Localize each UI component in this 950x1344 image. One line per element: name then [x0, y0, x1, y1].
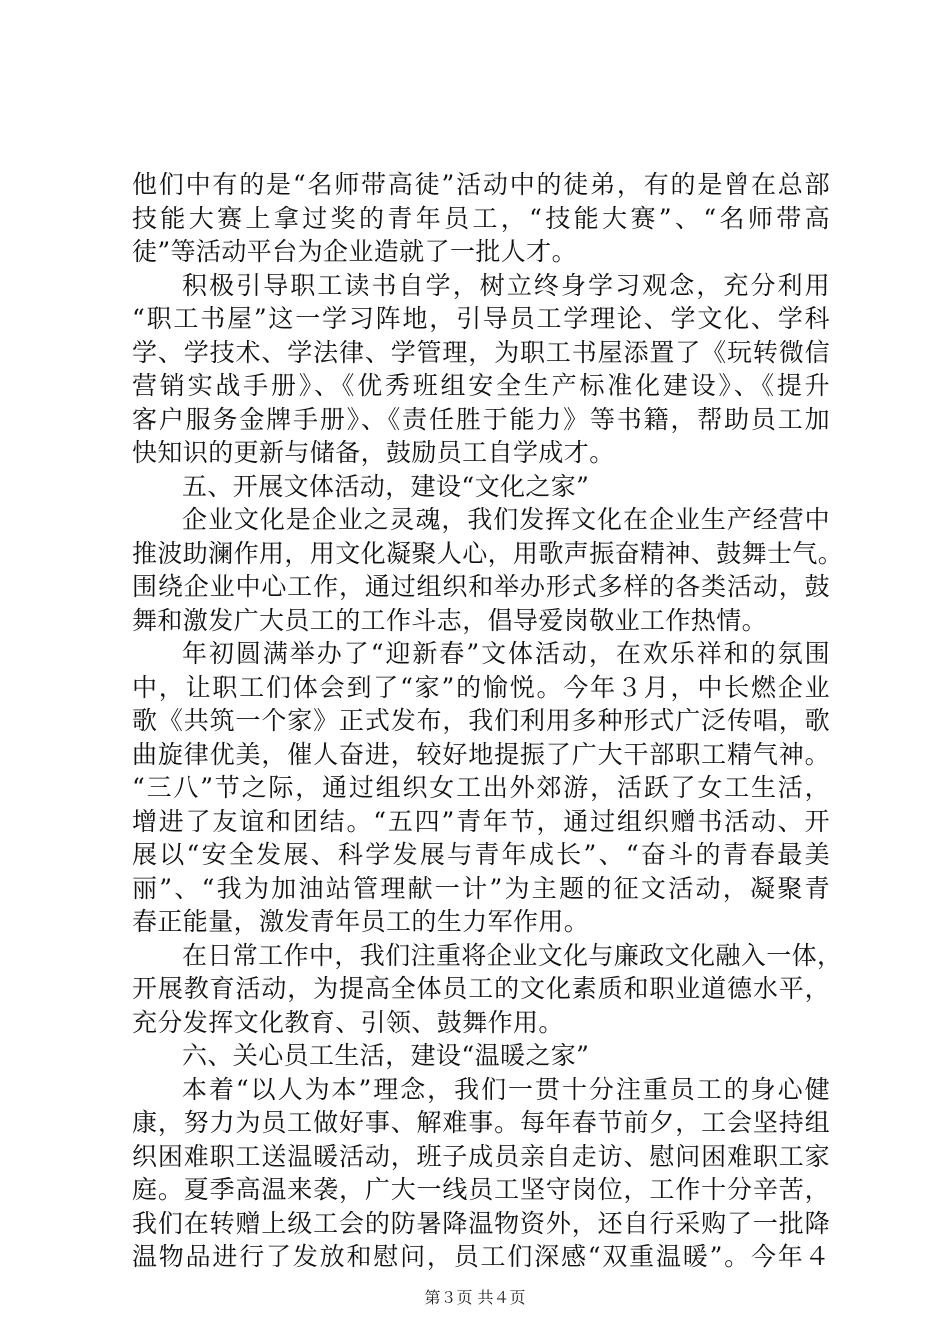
text-line: 春正能量，激发青年员工的生力军作用。	[132, 907, 590, 936]
text-line: 歌《共筑一个家》正式发布，我们利用多种形式广泛传唱，歌	[132, 706, 830, 735]
text-line: 年初圆满举办了“迎新春”文体活动，在欢乐祥和的氛围	[182, 639, 830, 668]
text-line: 围绕企业中心工作，通过组织和举办形式多样的各类活动，鼓	[132, 572, 830, 601]
text-line: 温物品进行了发放和慰问，员工们深感“双重温暖”。今年４	[132, 1242, 830, 1271]
text-line: 企业文化是企业之灵魂，我们发挥文化在企业生产经营中	[182, 505, 830, 534]
text-line: 技能大赛上拿过奖的青年员工，“技能大赛”、“名师带高	[132, 203, 830, 233]
text-line: 快知识的更新与储备，鼓励员工自学成才。	[132, 438, 615, 467]
text-line: 在日常工作中，我们注重将企业文化与廉政文化融入一体，	[182, 940, 843, 970]
text-line: 本着“以人为本”理念，我们一贯十分注重员工的身心健	[182, 1074, 830, 1104]
text-line: 舞和激发广大员工的工作斗志，倡导爱岗敬业工作热情。	[132, 605, 768, 635]
text-line: 展以“安全发展、科学发展与青年成长”、“奋斗的青春最美	[132, 840, 830, 869]
text-line: 开展教育活动，为提高全体员工的文化素质和职业道德水平，	[132, 974, 830, 1003]
text-line: 曲旋律优美，催人奋进，较好地提振了广大干部职工精气神。	[132, 739, 830, 769]
text-line: 中，让职工们体会到了“家”的愉悦。今年３月，中长燃企业	[132, 672, 830, 702]
text-line: 五、开展文体活动，建设“文化之家”	[182, 471, 590, 501]
text-line: 我们在转赠上级工会的防暑降温物资外，还自行采购了一批降	[132, 1208, 830, 1238]
text-line: 徒”等活动平台为企业造就了一批人才。	[132, 237, 577, 266]
text-line: 他们中有的是“名师带高徒”活动中的徒弟，有的是曾在总部	[132, 170, 830, 199]
document-body	[132, 168, 844, 1274]
text-line: 充分发挥文化教育、引领、鼓舞作用。	[132, 1007, 564, 1037]
text-line: 积极引导职工读书自学，树立终身学习观念，充分利用	[182, 270, 830, 300]
text-line: 学、学技术、学法律、学管理，为职工书屋添置了《玩转微信	[132, 337, 830, 367]
text-line: 庭。夏季高温来袭，广大一线员工坚守岗位，工作十分辛苦，	[132, 1175, 830, 1204]
text-line: 丽”、“我为加油站管理献一计”为主题的征文活动，凝聚青	[132, 873, 830, 903]
text-line: “三八”节之际，通过组织女工出外郊游，活跃了女工生活，	[132, 773, 830, 802]
text-line: 推波助澜作用，用文化凝聚人心，用歌声振奋精神、鼓舞士气。	[132, 538, 844, 568]
text-line: 织困难职工送温暖活动，班子成员亲自走访、慰问困难职工家	[132, 1141, 830, 1171]
page-footer: 第３页 共４页	[424, 1288, 526, 1307]
text-line: 营销实战手册》、《优秀班组安全生产标准化建设》、《提升	[132, 371, 830, 400]
text-line: “职工书屋”这一学习阵地，引导员工学理论、学文化、学科	[132, 304, 830, 333]
text-line: 增进了友谊和团结。“五四”青年节，通过组织赠书活动、开	[132, 806, 830, 836]
text-line: 康，努力为员工做好事、解难事。每年春节前夕，工会坚持组	[132, 1108, 830, 1137]
text-line: 客户服务金牌手册》、《责任胜于能力》等书籍，帮助员工加	[132, 404, 830, 434]
text-line: 六、关心员工生活，建设“温暖之家”	[182, 1041, 590, 1070]
